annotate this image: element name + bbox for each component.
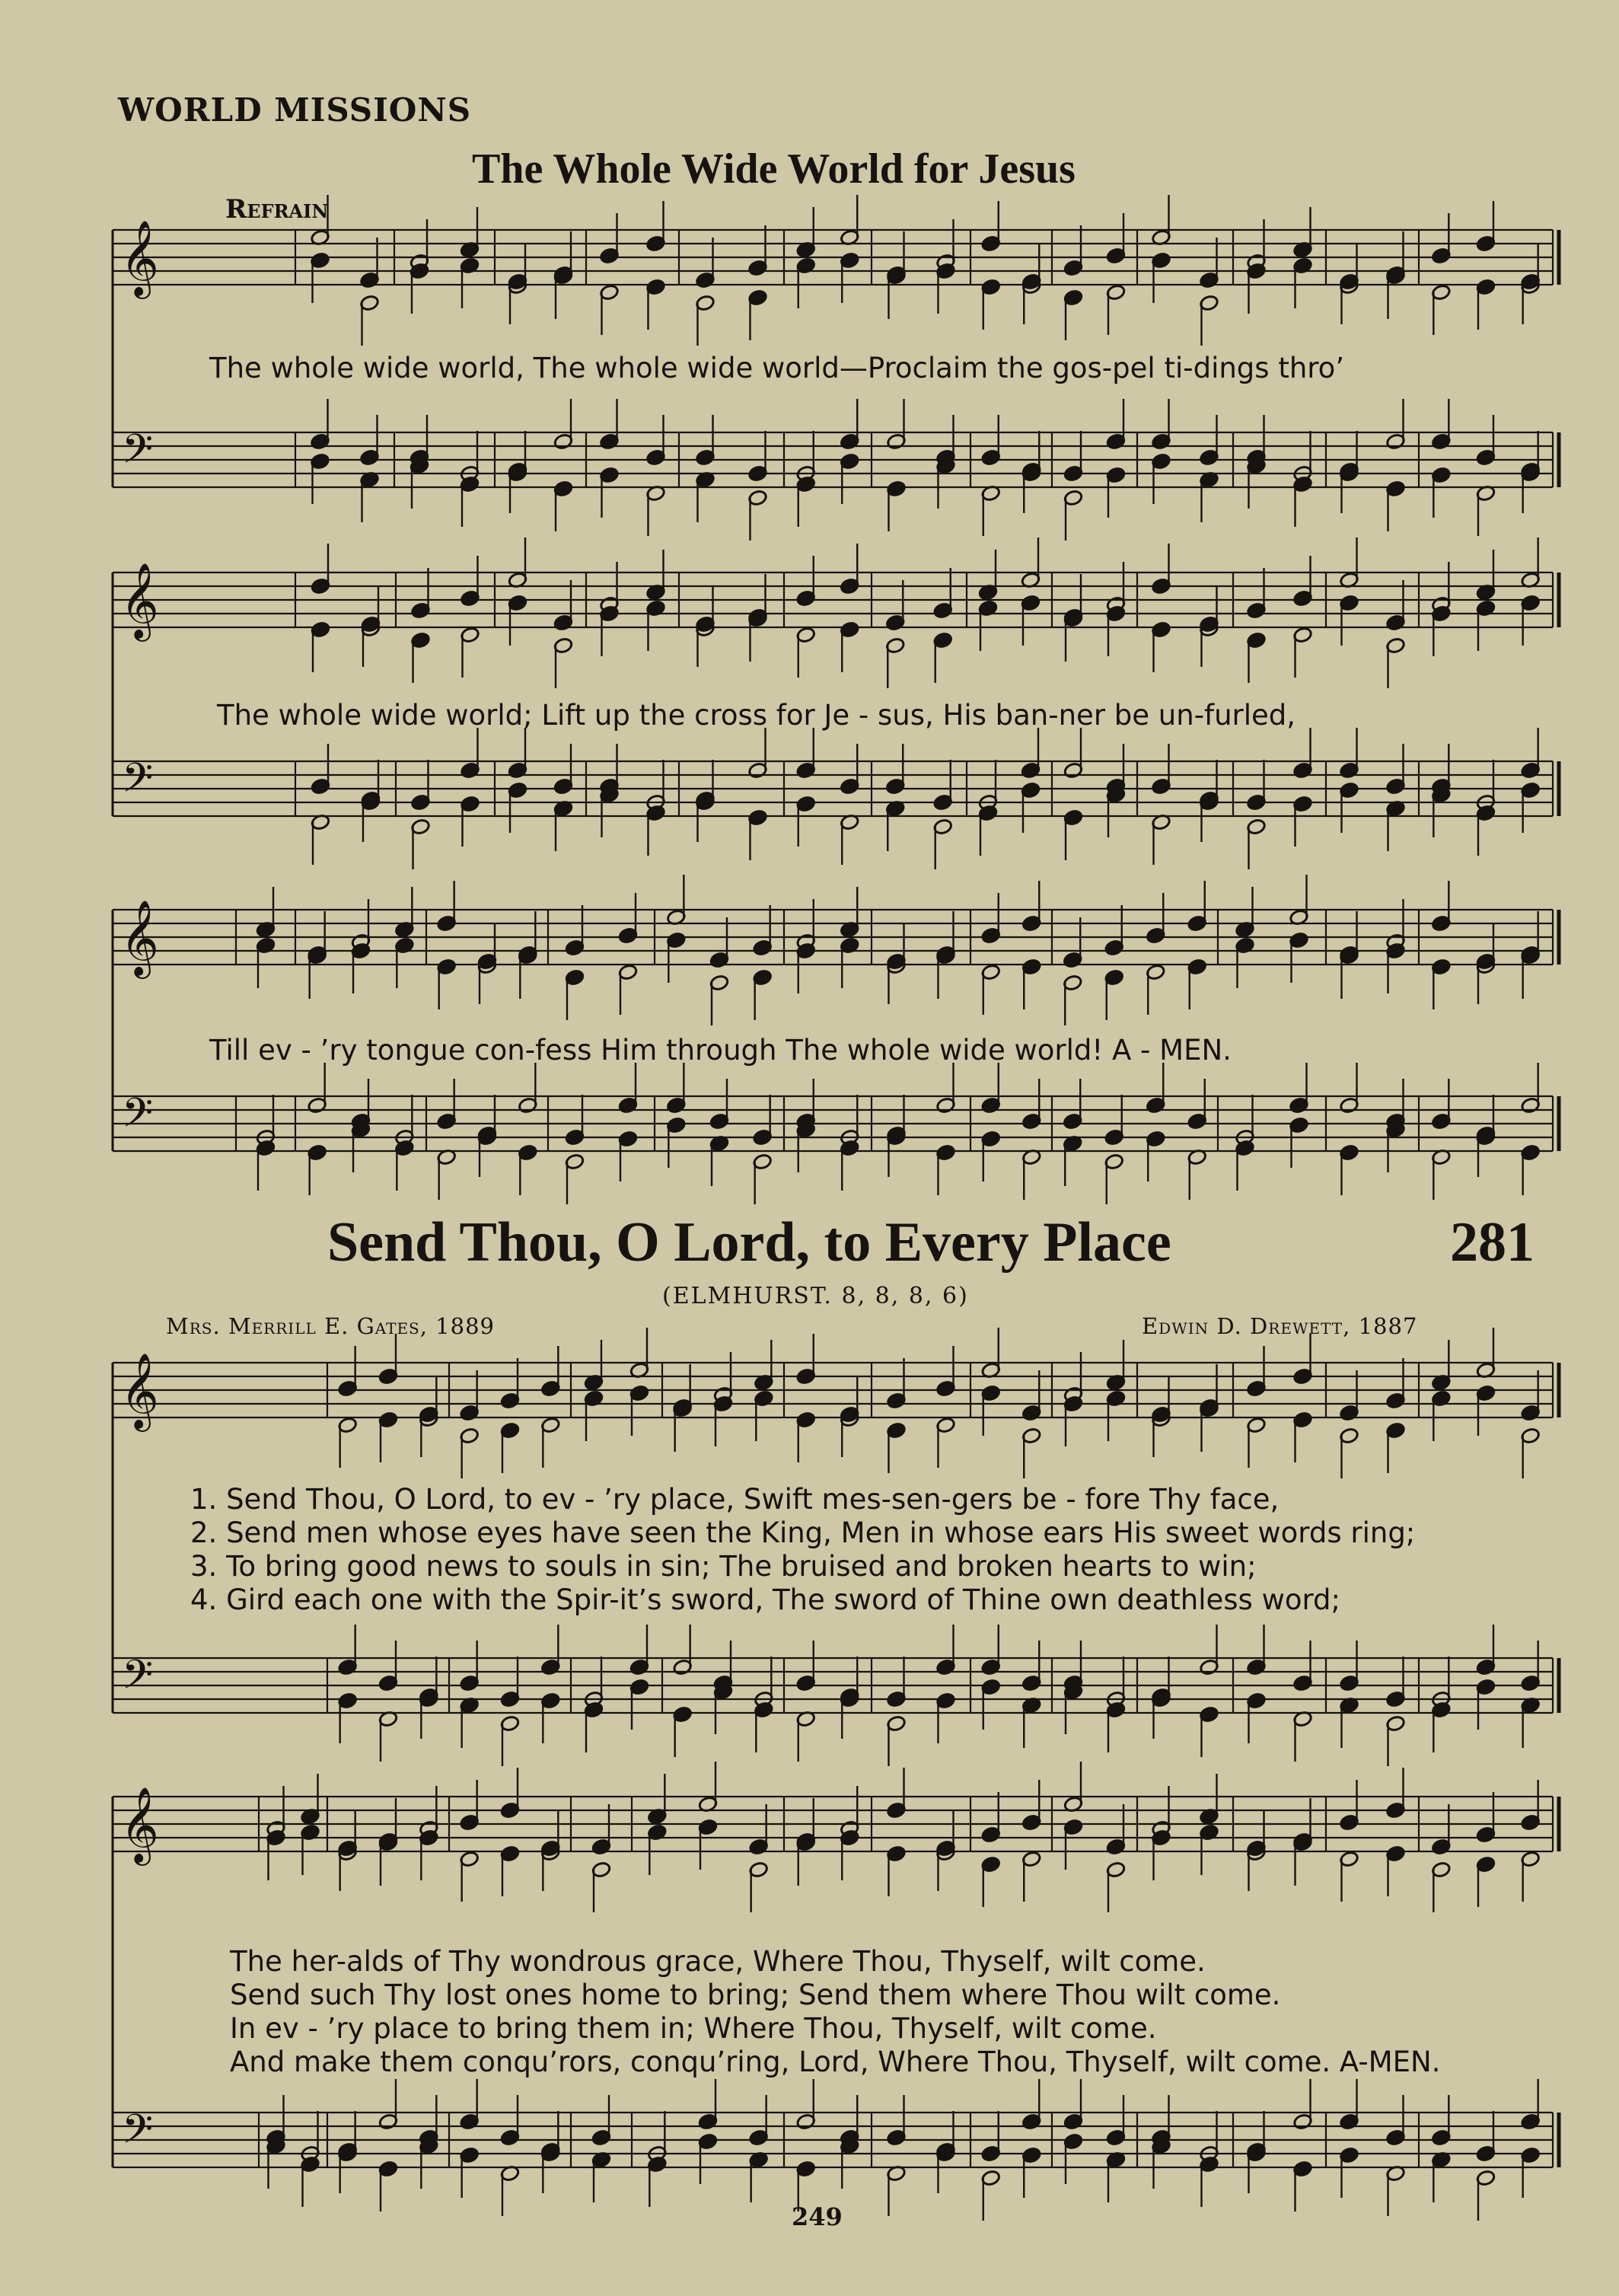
- verse-line: 2. Send men whose eyes have seen the King, Men in whose ears His sweet words ring;: [190, 1516, 1416, 1549]
- bass-clef: 𝄢: [122, 755, 154, 812]
- hymn-number: 281: [1450, 1211, 1535, 1274]
- verse-line: The her-alds of Thy wondrous grace, Where Thou, Thyself, wilt come.: [230, 1945, 1206, 1978]
- author-credit: Mrs. Merrill E. Gates, 1889: [166, 1313, 495, 1339]
- treble-clef: 𝄞: [120, 1353, 159, 1429]
- hymn-title: Send Thou, O Lord, to Every Place: [327, 1211, 1171, 1274]
- verse-line: In ev - ’ry place to bring them in; Where Thou, Thyself, wilt come.: [230, 2012, 1157, 2045]
- lyric-line: Till ev - ’ry tongue con-fess Him through The whole wide world! A - MEN.: [209, 1034, 1232, 1067]
- treble-clef: 𝄞: [120, 900, 159, 976]
- verse-line: 3. To bring good news to souls in sin; The bruised and broken hearts to win;: [190, 1550, 1257, 1583]
- lyric-line: The whole wide world; Lift up the cross for Je - sus, His ban-ner be un-furled,: [217, 699, 1296, 732]
- treble-clef: 𝄞: [120, 563, 159, 639]
- page-number: 249: [792, 2202, 843, 2231]
- lyric-line: The whole wide world, The whole wide world—Proclaim the gos-pel ti-dings thro’: [209, 352, 1345, 384]
- composer-credit: Edwin D. Drewett, 1887: [1142, 1313, 1418, 1339]
- treble-clef: 𝄞: [120, 220, 159, 296]
- verse-line: Send such Thy lost ones home to bring; Send them where Thou wilt come.: [230, 1979, 1281, 2011]
- section-heading: WORLD MISSIONS: [118, 91, 472, 129]
- verse-line: And make them conqu’rors, conqu’ring, Lord, Where Thou, Thyself, wilt come. A-MEN.: [230, 2046, 1441, 2078]
- bass-clef: 𝄢: [122, 1652, 154, 1708]
- treble-clef: 𝄞: [120, 1787, 159, 1863]
- bass-clef: 𝄢: [122, 2106, 154, 2163]
- tune-name: (ELMHURST. 8, 8, 8, 6): [662, 1283, 969, 1309]
- verse-line: 1. Send Thou, O Lord, to ev - ’ry place, Swift mes-sen-gers be - fore Thy face,: [190, 1483, 1280, 1516]
- refrain-label: Refrain: [225, 194, 329, 225]
- hymn-title: The Whole Wide World for Jesus: [472, 145, 1076, 193]
- bass-clef: 𝄢: [122, 1090, 154, 1146]
- verse-line: 4. Gird each one with the Spir-it’s sword, The sword of Thine own deathless word;: [190, 1583, 1341, 1616]
- bass-clef: 𝄢: [122, 426, 154, 483]
